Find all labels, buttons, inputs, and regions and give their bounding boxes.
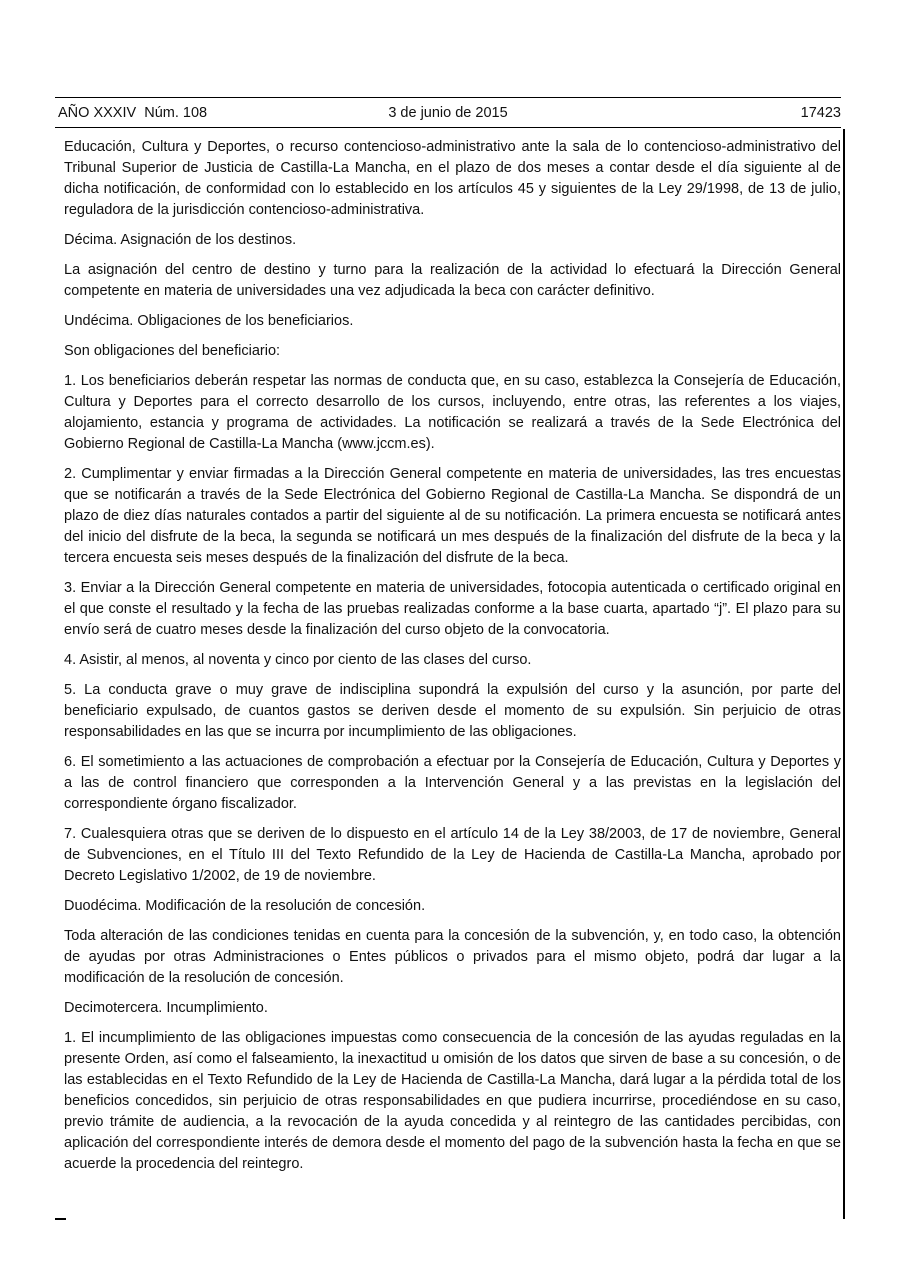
list-item-4: 4. Asistir, al menos, al noventa y cinco por ciento de las clases del curso. <box>64 652 532 668</box>
list-item-1: 1. Los beneficiarios deberán respetar las normas de conducta que, en su caso, establezca la Consejería de Educación, Cultura y Deportes para el correcto desarrollo de los cursos, incluyendo, entre otras, las referentes a los viajes, alojamiento, estancia y programa de actividades. La notificación se realizará a través de la Sede Electrónica del Gobierno Regional de Castilla-La Mancha (www.jccm.es). <box>64 373 841 452</box>
document-body <box>64 129 841 1184</box>
list-item-5: 5. La conducta grave o muy grave de indisciplina supondrá la expulsión del curso y la asunción, por parte del beneficiario expulsado, de cuantos gastos se deriven desde el momento de su expulsión. Sin perjuicio de otras responsabilidades en las que se incurra por incumplimiento de las obligaciones. <box>64 682 841 740</box>
header-page-number: 17423 <box>800 104 841 121</box>
paragraph: Son obligaciones del beneficiario: <box>64 343 281 359</box>
heading-duodecima: Duodécima. Modificación de la resolución de concesión. <box>64 898 426 914</box>
list-item-3: 3. Enviar a la Dirección General competente en materia de universidades, fotocopia autenticada o certificado original en el que conste el resultado y la fecha de las pruebas realizadas conforme a la base cuarta, apartado “j”. El plazo para su envío será de cuatro meses desde la finalización del curso objeto de la convocatoria. <box>64 580 841 638</box>
paragraph: 1. El incumplimiento de las obligaciones impuestas como consecuencia de la concesión de las ayudas reguladas en la presente Orden, así como el falseamiento, la inexactitud u omisión de los datos que sirven de base a su concesión, o de las establecidas en el Texto Refundido de la Ley de Hacienda de Castilla-La Mancha, dará lugar a la pérdida total de los beneficios concedidos, sin perjuicio de otras responsabilidades en que pudiera incurrirse, procediéndose en su caso, previo trámite de audiencia, a la revocación de la ayuda concedida y al reintegro de las cantidades percibidas, con aplicación del correspondiente interés de demora desde el momento del pago de la subvención hasta la fecha en que se acuerde la procedencia del reintegro. <box>64 1030 841 1172</box>
heading-decimotercera: Decimotercera. Incumplimiento. <box>64 1000 268 1016</box>
list-item-6: 6. El sometimiento a las actuaciones de comprobación a efectuar por la Consejería de Educación, Cultura y Deportes y a las de control financiero que corresponden a la Intervención General y a las previstas en la legislación del correspondiente órgano fiscalizador. <box>64 754 841 812</box>
page-header <box>55 97 841 128</box>
header-date: 3 de junio de 2015 <box>388 104 508 121</box>
list-item-2: 2. Cumplimentar y enviar firmadas a la Dirección General competente en materia de universidades, las tres encuestas que se notificarán a través de la Sede Electrónica del Gobierno Regional de Castilla-La Mancha. Se dispondrá de un plazo de diez días naturales contados a partir del siguiente al de su notificación. La primera encuesta se notificará antes del inicio del disfrute de la beca, la segunda se notificará un mes después de la finalización del disfrute de la beca y la tercera encuesta seis meses después de la finalización del disfrute de la beca. <box>64 466 841 566</box>
footer-rule-fragment <box>55 1218 66 1220</box>
paragraph: Toda alteración de las condiciones tenidas en cuenta para la concesión de la subvención, y, en todo caso, la obtención de ayudas por otras Administraciones o Entes públicos o privados para el mismo objeto, podrá dar lugar a la modificación de la resolución de concesión. <box>64 928 841 986</box>
heading-undecima: Undécima. Obligaciones de los beneficiarios. <box>64 313 354 329</box>
list-item-7: 7. Cualesquiera otras que se deriven de lo dispuesto en el artículo 14 de la Ley 38/2003, de 17 de noviembre, General de Subvenciones, en el Título III del Texto Refundido de la Ley de Hacienda de Castilla-La Mancha, aprobado por Decreto Legislativo 1/2002, de 19 de noviembre. <box>64 826 841 884</box>
header-year-issue: AÑO XXXIV Núm. 108 <box>58 104 208 121</box>
paragraph-continuation: Educación, Cultura y Deportes, o recurso contencioso-administrativo ante la sala de lo contencioso-administrativo del Tribunal Superior de Justicia de Castilla-La Mancha, en el plazo de dos meses a contar desde el día siguiente al de dicha notificación, de conformidad con lo establecido en los artículos 45 y siguientes de la Ley 29/1998, de 13 de julio, reguladora de la jurisdicción contencioso-administrativa. <box>64 139 841 218</box>
heading-decima: Décima. Asignación de los destinos. <box>64 232 297 248</box>
right-margin-rule <box>843 129 845 1219</box>
paragraph: La asignación del centro de destino y turno para la realización de la actividad lo efectuará la Dirección General competente en materia de universidades una vez adjudicada la beca con carácter definitivo. <box>64 262 841 299</box>
